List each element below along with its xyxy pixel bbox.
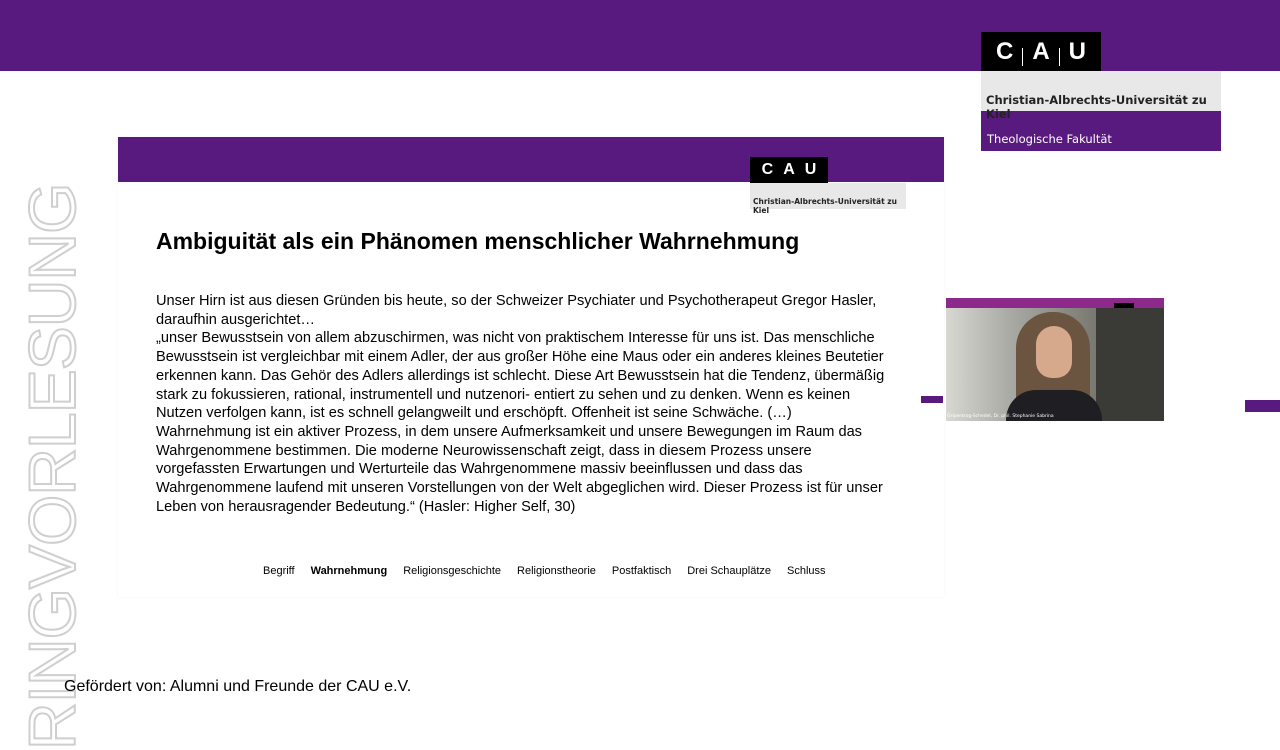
slide-cau-letters xyxy=(750,157,828,183)
nav-item-wahrnehmung[interactable]: Wahrnehmung xyxy=(310,565,388,577)
nav-item-schluss[interactable]: Schluss xyxy=(787,565,826,577)
webcam-bookshelf xyxy=(1096,308,1164,421)
logo-letter: A xyxy=(1032,37,1050,65)
cau-letters xyxy=(981,32,1101,71)
accent-bar xyxy=(1245,400,1280,412)
vertical-series-title: RINGVORLESUNG xyxy=(15,183,89,750)
speaker-webcam-video[interactable] xyxy=(946,298,1164,421)
speaker-name-caption: Gripentrog-Schedel, Dr. phil. Stephanie Sabrina xyxy=(947,414,1054,419)
nav-item-religionstheorie[interactable]: Religionstheorie xyxy=(517,565,596,577)
nav-item-religionsgeschichte[interactable]: Religionsgeschichte xyxy=(403,565,502,577)
nav-item-postfaktisch[interactable]: Postfaktisch xyxy=(611,565,672,577)
quote-paragraph: „unser Bewusstsein von allem abzuschirmen, was nicht von praktischem Interesse für uns ist. Das menschliche Bewusstsein ist vergleichbar mit einem Adler, der aus großer Höhe eine Maus oder ein anderes kleines Beutetier erkennen kann. Das Gehör des Adlers allerdings ist schlecht. Diese Art Bewusstsein hat die Tendenz, übermäßig stark zu fokussieren, rational, instrumentell und nutzenori- entiert zu sehen und zu denken. Wenn es keinen Nutzen verfolgen kann, ist es schnell gelangweilt und erschöpft. Offenheit ist seine Schwäche. (…) xyxy=(156,330,885,422)
cau-logo xyxy=(981,32,1221,151)
accent-bar xyxy=(921,396,943,403)
slide-body xyxy=(156,292,896,516)
university-name: Christian-Albrechts-Universität zu Kiel xyxy=(981,71,1221,111)
nav-item-drei-schauplaetze[interactable]: Drei Schauplätze xyxy=(687,565,772,577)
slide-title: Ambiguität als ein Phänomen menschlicher Wahrnehmung xyxy=(156,228,800,254)
logo-letter: U xyxy=(1068,37,1087,65)
slide-cau-logo xyxy=(750,157,906,215)
sponsor-credit: Gefördert von: Alumni und Freunde der CAU e.V. xyxy=(64,678,412,695)
speaker-face xyxy=(1036,326,1072,378)
presentation-slide xyxy=(118,137,944,597)
logo-letter: C xyxy=(995,37,1014,65)
logo-letter: A xyxy=(783,161,795,178)
nav-item-begriff[interactable]: Begriff xyxy=(263,565,295,577)
slide-section-nav xyxy=(263,565,842,577)
body-paragraph: Unser Hirn ist aus diesen Gründen bis heute, so der Schweizer Psychiater und Psychotherapeut Gregor Hasler, daraufhin ausgerichtet… xyxy=(156,293,877,328)
quote-paragraph: Wahrnehmung ist ein aktiver Prozess, in dem unsere Aufmerksamkeit und unsere Bewegungen im Raum das Wahrgenommene bestimmen. Die moderne Neurowissenschaft zeigt, dass in diesem Prozess unsere vorgefassten Erwartungen und Werturteile das Wahrgenommene massiv beeinflussen und dass das Wahrgenommene laufend mit unseren Vorstellungen von der Welt abgeglichen wird. Dieser Prozess ist für unser Leben von herausragender Bedeutung.“ (Hasler: Higher Self, 30) xyxy=(156,423,883,515)
slide-university-name: Christian-Albrechts-Universität zu Kiel xyxy=(750,183,906,209)
logo-letter: C xyxy=(761,161,774,178)
faculty-name: Theologische Fakultät xyxy=(981,111,1221,151)
logo-letter: U xyxy=(804,161,817,178)
